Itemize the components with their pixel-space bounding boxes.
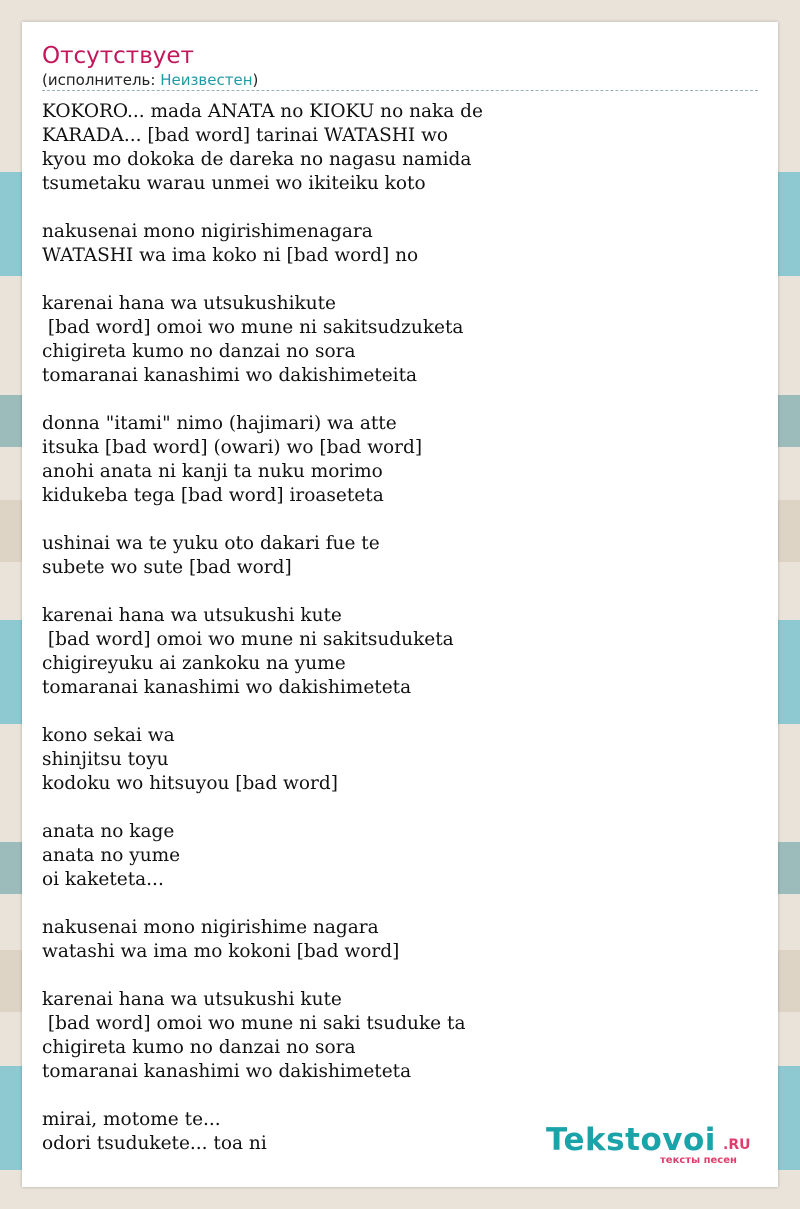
- site-logo[interactable]: [546, 1120, 776, 1170]
- logo-name: Tekstovoi: [546, 1122, 716, 1158]
- lyrics-card: [22, 22, 778, 1187]
- artist-prefix: (исполнитель:: [42, 71, 161, 89]
- logo-subtitle: тексты песен: [660, 1155, 737, 1166]
- song-title: Отсутствует: [42, 43, 194, 69]
- lyrics-text: KOKORO... mada ANATA no KIOKU no naka de KARADA... [bad word] tarinai WATASHI wo kyou mo dokoka de dareka no nagasu namida tsumetaku warau unmei wo ikiteiku koto nakusenai mono nigirishimenagara WATASHI wa ima koko ni [bad word] no karenai hana wa utsukushikute [bad word] omoi wo mune ni sakitsudzuketa chigireta kumo no danzai no sora tomaranai kanashimi wo dakishimeteita donna "itami" nimo (hajimari) wa atte itsuka [bad word] (owari) wo [bad word] anohi anata ni kanji ta nuku morimo kidukeba tega [bad word] iroaseteta ushinai wa te yuku oto dakari fue te subete wo sute [bad word] karenai hana wa utsukushi kute [bad word] omoi wo mune ni sakitsuduketa chigireyuku ai zankoku na yume tomaranai kanashimi wo dakishimeteta kono sekai wa shinjitsu toyu kodoku wo hitsuyou [bad word] anata no kage anata no yume oi kaketeta... nakusenai mono nigirishime nagara watashi wa ima mo kokoni [bad word] karenai hana wa utsukushi kute [bad word] omoi wo mune ni saki tsuduke ta chigireta kumo no danzai no sora tomaranai kanashimi wo dakishimeteta mirai, motome te... odori tsudukete... toa ni: [42, 101, 483, 1154]
- artist-link[interactable]: Неизвестен: [160, 71, 253, 89]
- artist-suffix: ): [252, 71, 259, 89]
- artist-line: [42, 71, 758, 91]
- logo-tld: .RU: [723, 1137, 751, 1153]
